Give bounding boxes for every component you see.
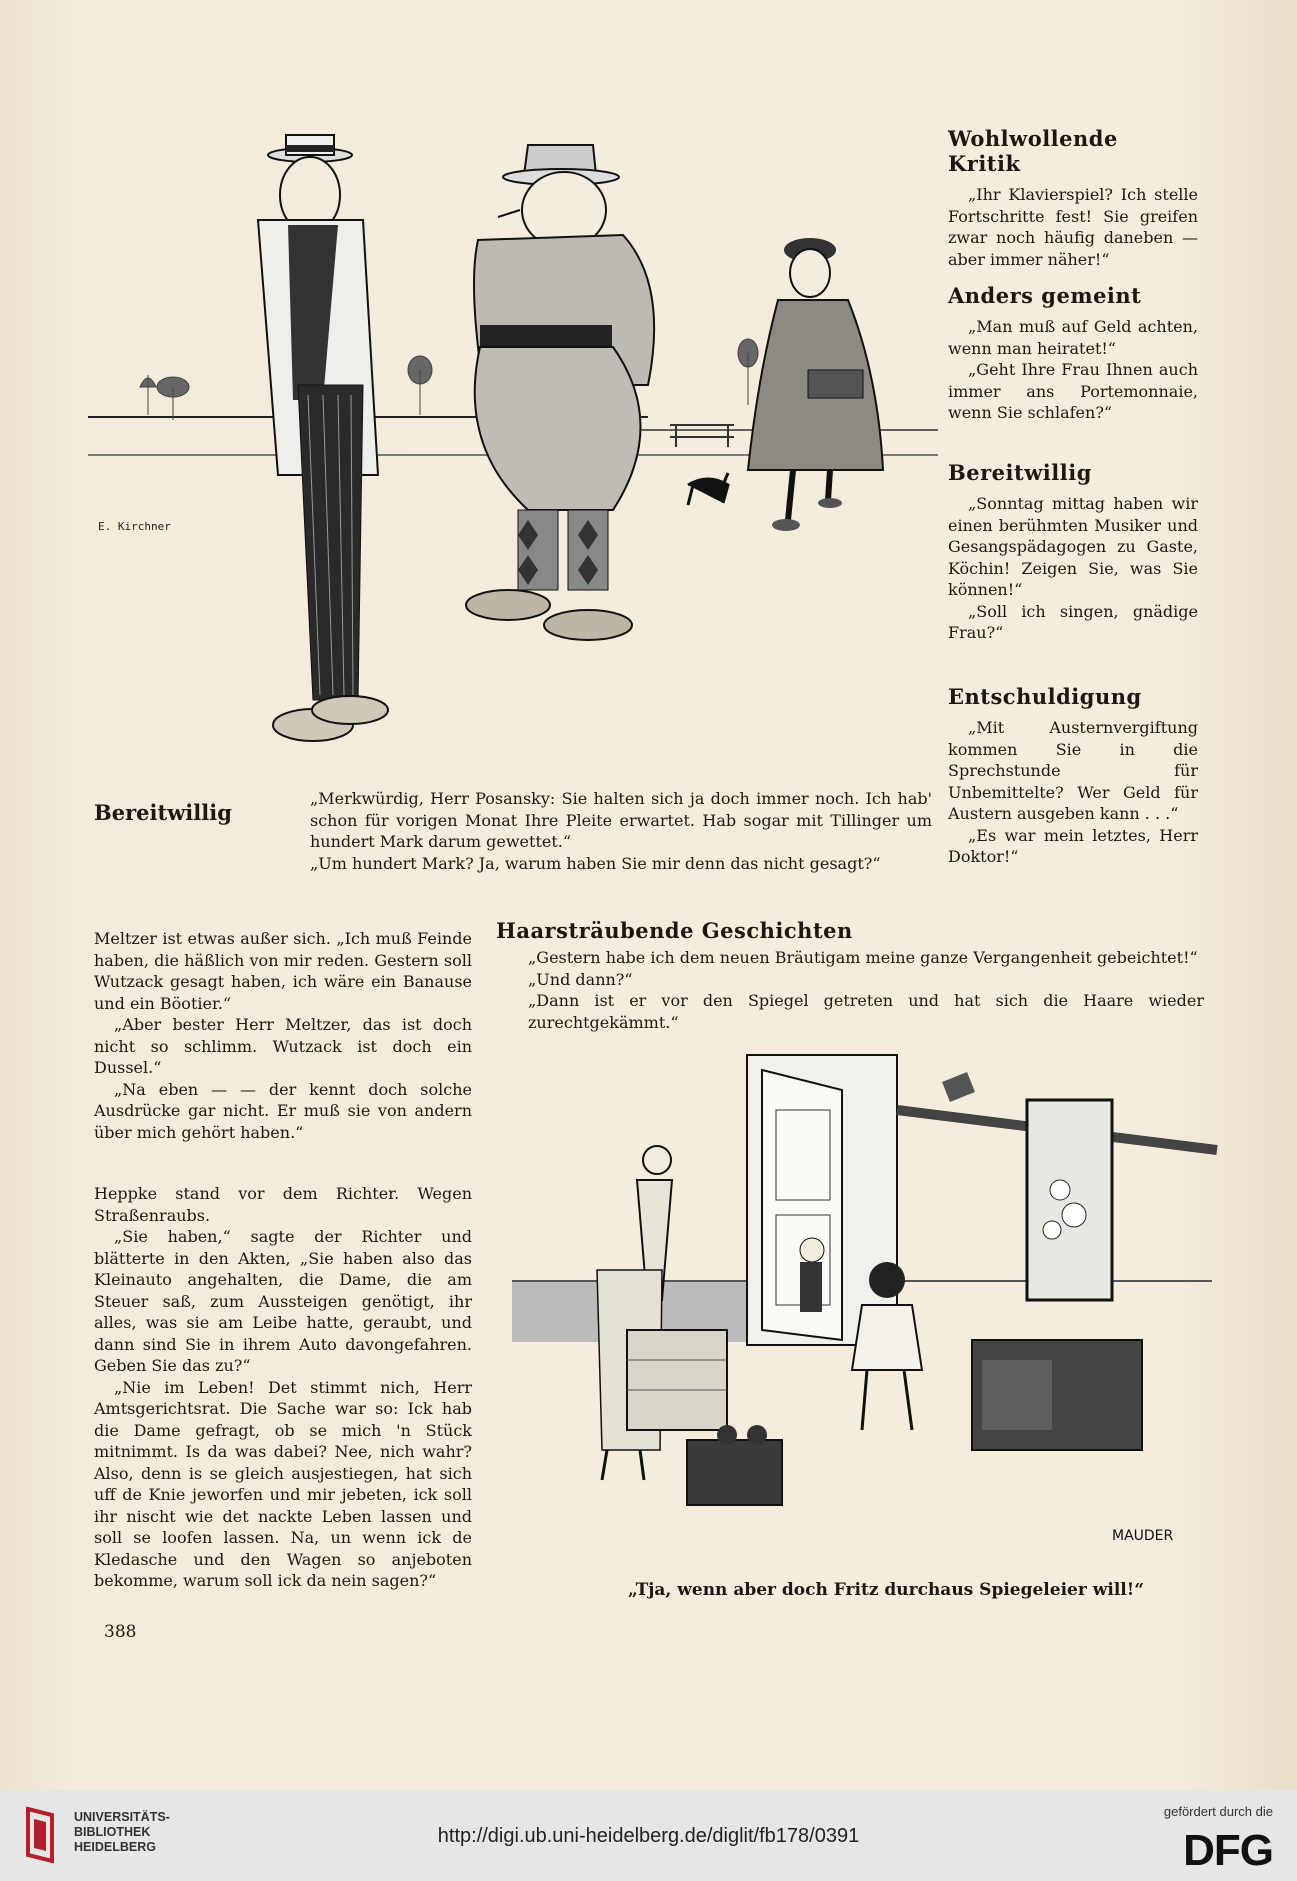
joke-entschuldigung bbox=[948, 684, 1198, 868]
permalink-url[interactable]: http://digi.ub.uni-heidelberg.de/diglit/fb178/0391 bbox=[437, 1825, 860, 1847]
page-number: 388 bbox=[104, 1622, 137, 1642]
dfg-logo: DFG bbox=[1183, 1826, 1273, 1875]
three-figures-drawing bbox=[88, 125, 938, 785]
bottom-illustration bbox=[512, 1040, 1222, 1570]
joke-wohlwollende-kritik bbox=[948, 126, 1198, 270]
anecdote-paragraph: „Nie im Leben! Det stimmt nich, Herr Amtsgerichtsrat. Die Sache war so: Ick hab die Dame gefragt, ob se mich 'n Stück mitnimmt. Is da was dabei? Nee, nich wahr? Also, denn is se gleich ausjestiegen, hat sich uff de Knie jeworfen und mir jebeten, ick soll ihr nischt wie det nackte Leben lassen und soll se loofen lassen. Na, un wenn ick de Kledasche und den Wagen so anjeboten bekomme, warum soll ick da nein sagen?“ bbox=[94, 1377, 472, 1590]
joke-title: Bereitwillig bbox=[948, 460, 1092, 485]
caption-line: „Um hundert Mark? Ja, warum haben Sie mir denn das nicht gesagt?“ bbox=[310, 853, 881, 873]
joke-text: „Mit Austernvergiftung kommen Sie in die Sprechstunde für Unbemittelte? Wer Geld für Austern ausgeben kann . . .“ bbox=[948, 718, 1198, 823]
joke-title: Anders gemeint bbox=[948, 283, 1142, 308]
joke-text: „Ihr Klavierspiel? Ich stelle Fortschritte fest! Sie greifen zwar noch häufig daneben — aber immer näher!“ bbox=[948, 185, 1198, 269]
mirror-breaking-drawing bbox=[512, 1040, 1222, 1570]
dialogue-line: „Gestern habe ich dem neuen Bräutigam meine ganze Vergangenheit gebeichtet!“ bbox=[528, 948, 1198, 967]
viewer-footer bbox=[0, 1790, 1297, 1881]
joke-anders-gemeint bbox=[948, 283, 1198, 424]
joke-text: „Man muß auf Geld achten, wenn man heiratet!“ bbox=[948, 317, 1198, 358]
thin-man-figure bbox=[258, 135, 388, 741]
artist-signature-mauder: MAUDER bbox=[1112, 1528, 1174, 1544]
caption-line: „Merkwürdig, Herr Posansky: Sie halten sich ja doch immer noch. Ich hab' schon für vorigen Monat Ihre Pleite erwartet. Hab sogar mit Tillinger um hundert Mark darum gewettet.“ bbox=[310, 789, 932, 851]
bottom-caption: „Tja, wenn aber doch Fritz durchaus Spiegeleier will!“ bbox=[628, 1580, 1144, 1600]
stout-man-figure bbox=[466, 145, 654, 640]
haarstraeubende-geschichten bbox=[498, 918, 1204, 1033]
joke-title: Wohlwollende Kritik bbox=[948, 126, 1118, 176]
anecdote-paragraph: Meltzer ist etwas außer sich. „Ich muß Feinde haben, die häßlich von mir reden. Gestern soll Wutzack gesagt haben, ich wäre ein Banause und ein Böotier.“ bbox=[94, 929, 472, 1013]
joke-text: „Geht Ihre Frau Ihnen auch immer ans Portemonnaie, wenn Sie schlafen?“ bbox=[948, 360, 1198, 422]
anecdote-paragraph: „Aber bester Herr Meltzer, das ist doch nicht so schlimm. Wutzack ist doch ein Dussel.“ bbox=[94, 1015, 472, 1077]
library-name-line: HEIDELBERG bbox=[74, 1840, 156, 1854]
anecdote-paragraph: „Sie haben,“ sagte der Richter und blätterte in den Akten, „Sie haben also das Kleinauto angehalten, die Dame, die am Steuer saß, zum Aussteigen genötigt, ihr alles, was sie am Leibe hatte, geraubt, und dann sind Sie in ihrem Auto davongefahren. Geben Sie das zu?“ bbox=[94, 1227, 472, 1375]
dialogue-line: „Und dann?“ bbox=[528, 969, 633, 989]
artist-signature-kirchner: E. Kirchner bbox=[98, 520, 171, 533]
joke-title: Entschuldigung bbox=[948, 684, 1142, 709]
woman-with-dog-figure bbox=[688, 238, 883, 531]
dialogue-line: „Dann ist er vor den Spiegel getreten und hat sich die Haare wieder zurechtgekämmt.“ bbox=[528, 991, 1204, 1032]
library-name-line: BIBLIOTHEK bbox=[74, 1825, 151, 1839]
joke-bereitwillig bbox=[948, 460, 1198, 644]
anecdote-paragraph: Heppke stand vor dem Richter. Wegen Straßenraubs. bbox=[94, 1184, 472, 1225]
joke-text: „Soll ich singen, gnädige Frau?“ bbox=[948, 601, 1198, 642]
top-caption-text bbox=[310, 788, 932, 874]
section-title: Haarsträubende Geschichten bbox=[496, 918, 853, 943]
funding-note: gefördert durch die bbox=[1163, 1804, 1273, 1819]
top-illustration bbox=[88, 125, 938, 785]
heppke-anecdote bbox=[94, 1183, 472, 1592]
joke-text: „Sonntag mittag haben wir einen berühmten Musiker und Gesangspädagogen zu Gaste, Köchin! Zeigen Sie, was Sie können!“ bbox=[948, 494, 1198, 599]
library-name-line: UNIVERSITÄTS- bbox=[74, 1810, 170, 1824]
anecdote-paragraph: „Na eben — — der kennt doch solche Ausdrücke gar nicht. Er muß sie von andern über mich gehört haben.“ bbox=[94, 1079, 472, 1142]
top-caption-title: Bereitwillig bbox=[94, 800, 232, 825]
joke-text: „Es war mein letztes, Herr Doktor!“ bbox=[948, 825, 1198, 866]
meltzer-anecdote bbox=[94, 928, 472, 1143]
